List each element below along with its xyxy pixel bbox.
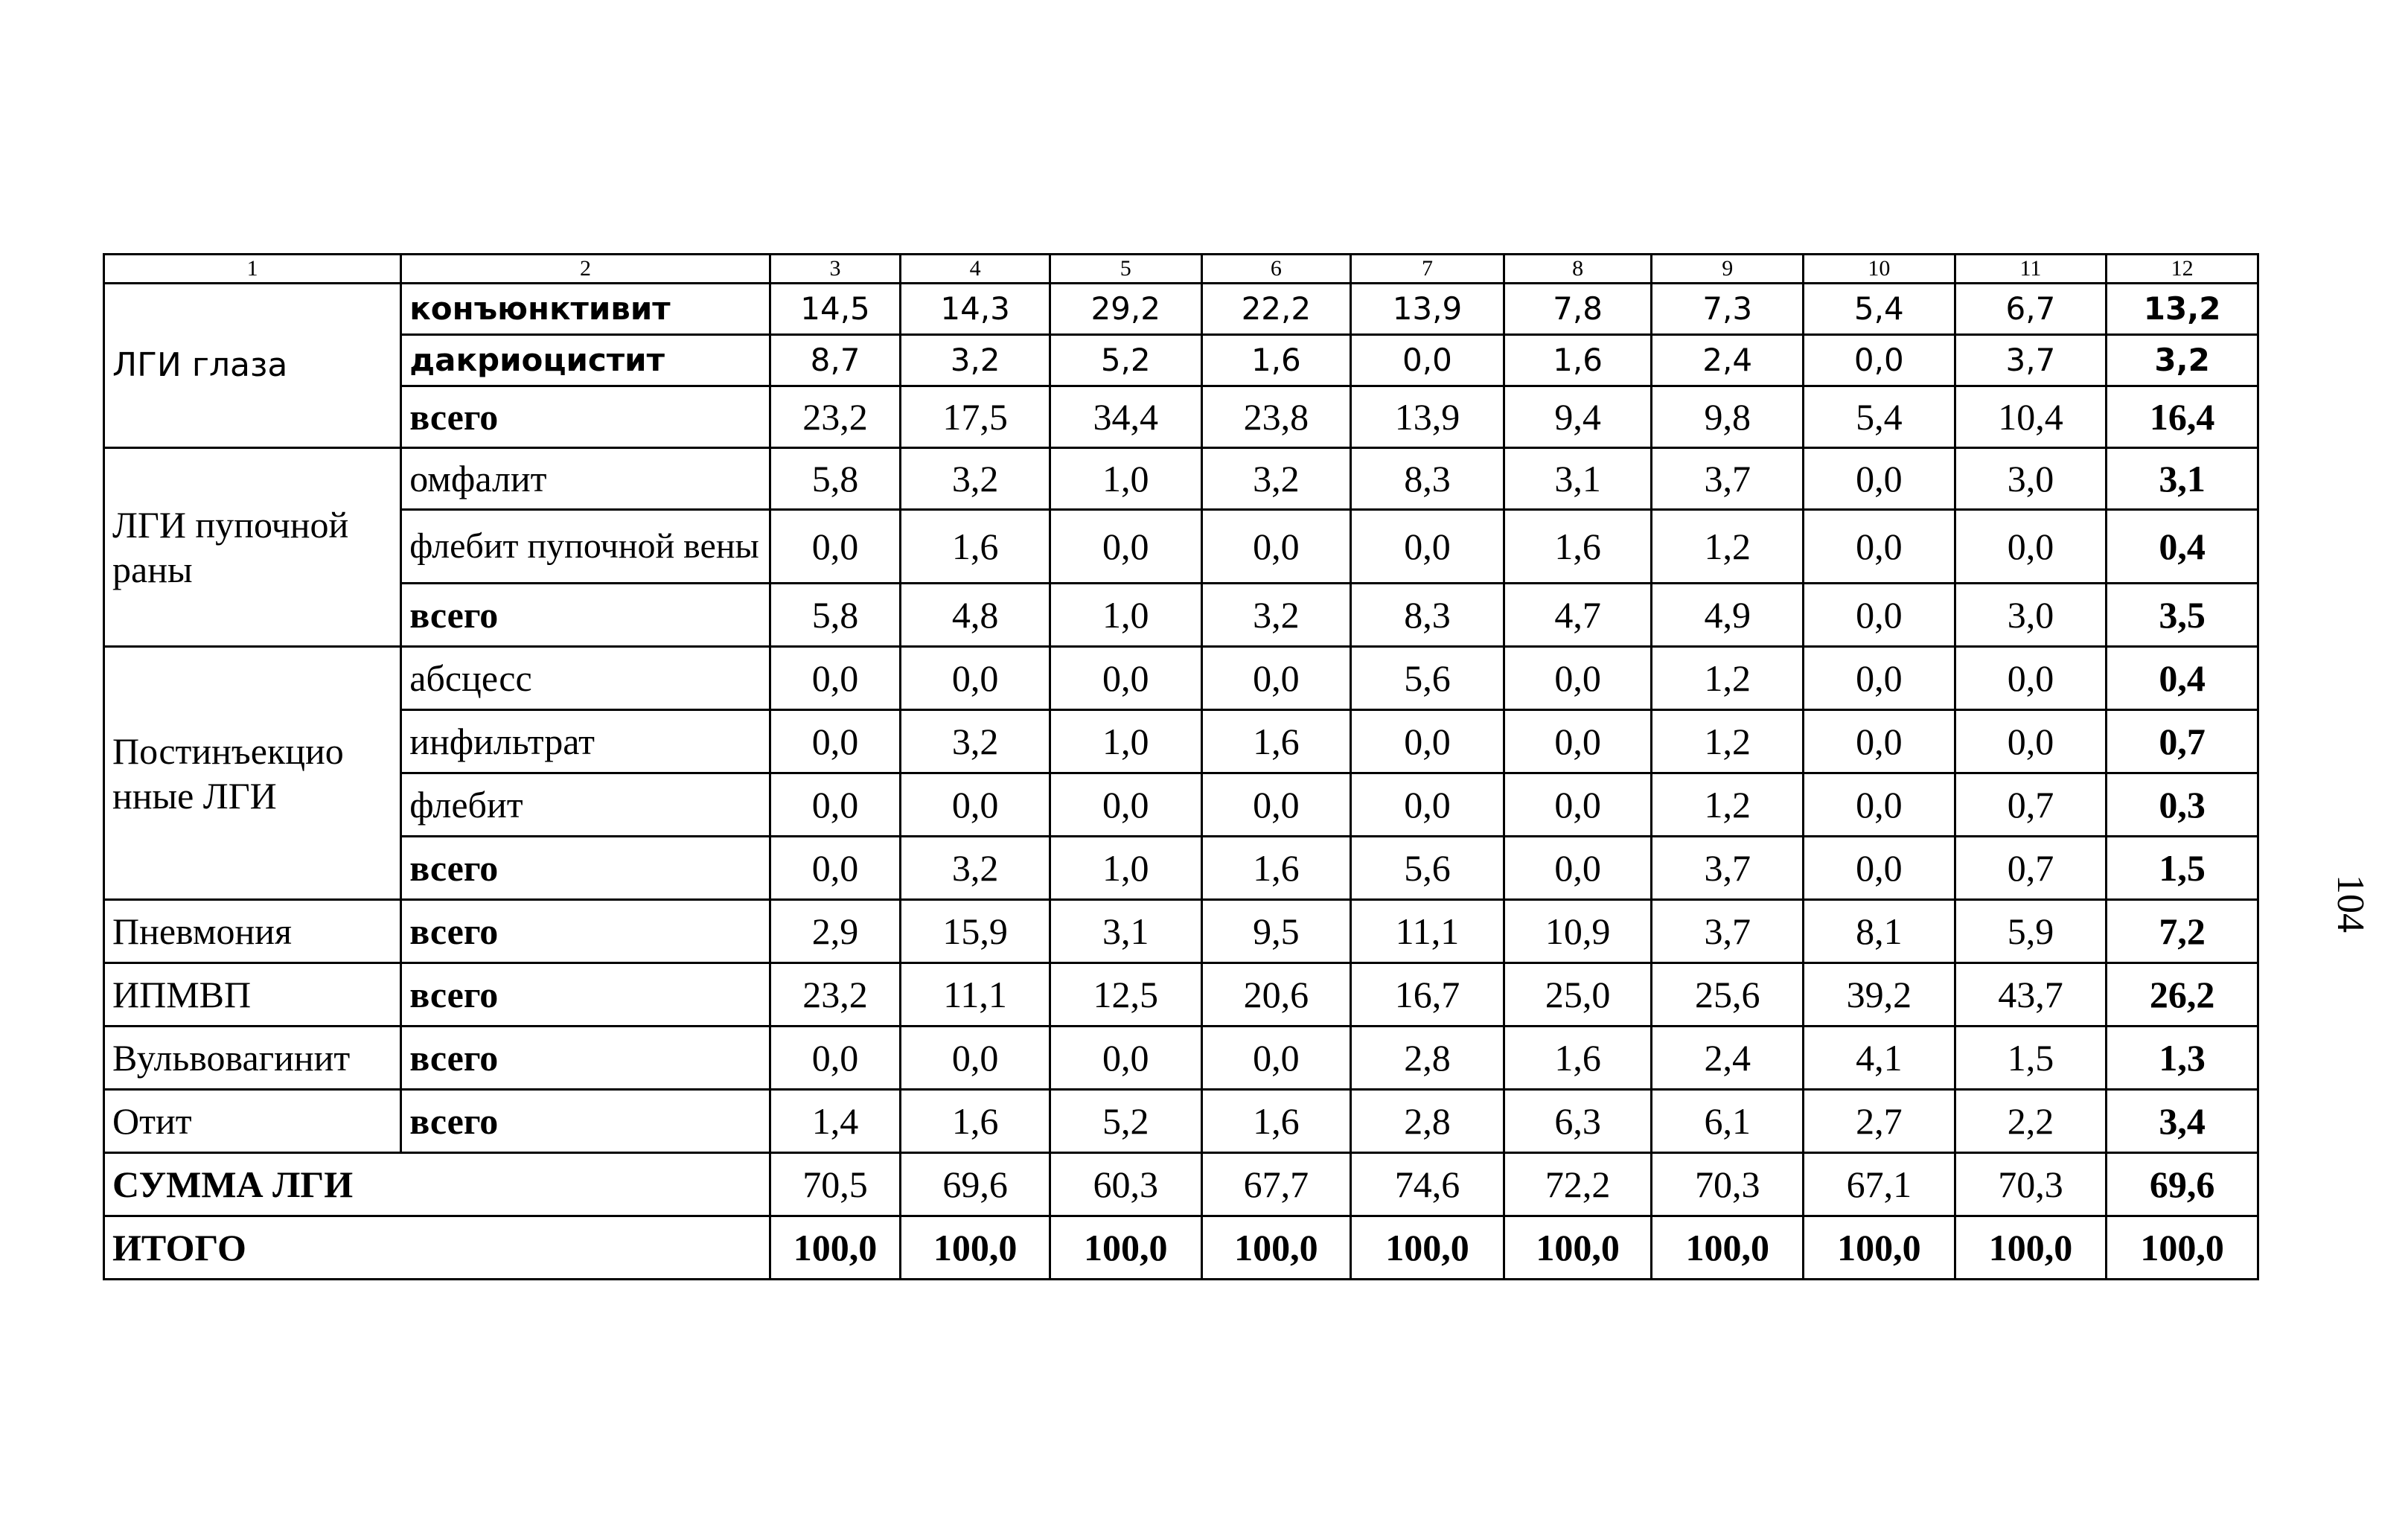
table-cell: 0,0 (1050, 510, 1201, 584)
subcategory-label: инфильтрат (401, 710, 770, 773)
table-cell: 0,0 (1201, 773, 1351, 837)
table-cell: 60,3 (1050, 1153, 1201, 1216)
table-cell: 9,4 (1504, 386, 1652, 448)
table-cell: 3,7 (1652, 448, 1804, 510)
table-cell-total: 13,2 (2107, 284, 2258, 335)
table-cell: 2,2 (1955, 1090, 2107, 1153)
table-row (104, 900, 2258, 963)
table-cell: 0,0 (1504, 837, 1652, 900)
table-cell: 0,0 (1804, 448, 1955, 510)
group-label-umbilical: ЛГИ пупочной раны (104, 448, 401, 647)
table-cell: 25,0 (1504, 963, 1652, 1027)
table-cell: 0,0 (901, 1027, 1050, 1090)
table-cell: 100,0 (1351, 1216, 1504, 1280)
column-number: 7 (1351, 255, 1504, 284)
table-cell: 72,2 (1504, 1153, 1652, 1216)
table-cell: 100,0 (1652, 1216, 1804, 1280)
table-cell: 1,6 (901, 1090, 1050, 1153)
table-cell: 10,4 (1955, 386, 2107, 448)
table-cell-total: 16,4 (2107, 386, 2258, 448)
table-cell: 0,0 (770, 837, 901, 900)
table-cell: 3,1 (1050, 900, 1201, 963)
table-cell: 0,0 (1804, 710, 1955, 773)
column-number: 3 (770, 255, 901, 284)
table-cell: 1,6 (1504, 510, 1652, 584)
table-cell: 3,7 (1652, 900, 1804, 963)
table-row-sum (104, 1153, 2258, 1216)
table-cell: 4,8 (901, 584, 1050, 647)
table-cell: 14,3 (901, 284, 1050, 335)
table-cell: 0,0 (770, 1027, 901, 1090)
table-cell: 3,1 (1504, 448, 1652, 510)
column-number: 6 (1201, 255, 1351, 284)
table-cell: 67,1 (1804, 1153, 1955, 1216)
table-cell: 0,0 (1804, 837, 1955, 900)
header-row (104, 255, 2258, 284)
subcategory-label: всего (401, 584, 770, 647)
table-cell: 0,0 (1504, 773, 1652, 837)
table-cell: 0,7 (1955, 773, 2107, 837)
table-cell: 0,0 (1804, 510, 1955, 584)
table-cell: 1,6 (1201, 1090, 1351, 1153)
table-cell: 0,0 (1804, 584, 1955, 647)
table-cell: 70,3 (1652, 1153, 1804, 1216)
table-cell: 1,4 (770, 1090, 901, 1153)
table-cell: 23,2 (770, 386, 901, 448)
table-cell: 10,9 (1504, 900, 1652, 963)
table-cell: 5,8 (770, 448, 901, 510)
table-cell-total: 100,0 (2107, 1216, 2258, 1280)
group-label-postinjection: Постинъекцио нные ЛГИ (104, 647, 401, 900)
column-number: 10 (1804, 255, 1955, 284)
table-cell: 70,3 (1955, 1153, 2107, 1216)
table-cell: 25,6 (1652, 963, 1804, 1027)
table-cell: 0,0 (901, 773, 1050, 837)
column-number: 1 (104, 255, 401, 284)
table-cell: 8,1 (1804, 900, 1955, 963)
table-cell-total: 0,3 (2107, 773, 2258, 837)
table-cell: 17,5 (901, 386, 1050, 448)
table-cell: 0,0 (1050, 773, 1201, 837)
table-cell: 0,0 (1804, 647, 1955, 710)
table-cell-total: 0,4 (2107, 647, 2258, 710)
table-cell: 0,0 (1351, 510, 1504, 584)
table-cell: 5,8 (770, 584, 901, 647)
subcategory-label: всего (401, 900, 770, 963)
table-cell: 0,0 (1201, 510, 1351, 584)
table-cell-total: 0,4 (2107, 510, 2258, 584)
subcategory-label: дакриоцистит (401, 335, 770, 386)
table-cell: 20,6 (1201, 963, 1351, 1027)
table-cell: 2,8 (1351, 1090, 1504, 1153)
table-cell: 3,2 (1201, 448, 1351, 510)
table-cell: 5,4 (1804, 284, 1955, 335)
table-cell: 16,7 (1351, 963, 1504, 1027)
table-cell: 0,0 (1351, 335, 1504, 386)
column-number: 2 (401, 255, 770, 284)
page-number: 104 (2329, 875, 2372, 933)
table-cell: 1,0 (1050, 448, 1201, 510)
table-cell: 39,2 (1804, 963, 1955, 1027)
table-cell: 29,2 (1050, 284, 1201, 335)
table-row (104, 1027, 2258, 1090)
table-cell: 1,5 (1955, 1027, 2107, 1090)
table-row (104, 448, 2258, 510)
table-cell: 74,6 (1351, 1153, 1504, 1216)
table-cell: 6,1 (1652, 1090, 1804, 1153)
table-cell: 1,0 (1050, 584, 1201, 647)
subcategory-label: флебит (401, 773, 770, 837)
table-cell: 0,0 (1351, 773, 1504, 837)
group-label-pneumonia: Пневмония (104, 900, 401, 963)
table-cell: 0,0 (770, 710, 901, 773)
table-cell: 0,7 (1955, 837, 2107, 900)
table-row (104, 284, 2258, 335)
table-cell: 6,3 (1504, 1090, 1652, 1153)
table-cell: 5,6 (1351, 837, 1504, 900)
data-table (103, 253, 2259, 1280)
table-cell: 0,0 (1955, 647, 2107, 710)
table-cell: 1,6 (1201, 710, 1351, 773)
table-row (104, 773, 2258, 837)
table-cell-total: 3,4 (2107, 1090, 2258, 1153)
subcategory-label: всего (401, 386, 770, 448)
column-number: 8 (1504, 255, 1652, 284)
table-cell-total: 69,6 (2107, 1153, 2258, 1216)
table-cell: 23,8 (1201, 386, 1351, 448)
table-cell: 100,0 (770, 1216, 901, 1280)
table-cell: 1,6 (1504, 1027, 1652, 1090)
table-cell: 3,2 (901, 335, 1050, 386)
subcategory-label: всего (401, 1027, 770, 1090)
table-cell: 3,7 (1652, 837, 1804, 900)
table-cell-total: 26,2 (2107, 963, 2258, 1027)
table-cell: 0,0 (770, 773, 901, 837)
table-cell-total: 1,5 (2107, 837, 2258, 900)
table-cell: 1,6 (1504, 335, 1652, 386)
table-cell: 1,6 (901, 510, 1050, 584)
table-cell: 3,2 (901, 448, 1050, 510)
group-label-otitis: Отит (104, 1090, 401, 1153)
table-cell: 100,0 (901, 1216, 1050, 1280)
table-cell: 5,9 (1955, 900, 2107, 963)
table-row (104, 647, 2258, 710)
table-cell: 0,0 (901, 647, 1050, 710)
table-cell: 4,9 (1652, 584, 1804, 647)
table-cell: 0,0 (1201, 647, 1351, 710)
table-cell: 3,2 (901, 837, 1050, 900)
table-cell: 5,2 (1050, 335, 1201, 386)
table-cell: 100,0 (1955, 1216, 2107, 1280)
table-row-total (104, 1216, 2258, 1280)
table-cell: 4,1 (1804, 1027, 1955, 1090)
group-label-eye: ЛГИ глаза (104, 284, 401, 448)
table-cell: 0,0 (1955, 710, 2107, 773)
table-cell: 3,0 (1955, 584, 2107, 647)
table-cell: 0,0 (1201, 1027, 1351, 1090)
table-cell: 0,0 (1050, 647, 1201, 710)
column-number: 11 (1955, 255, 2107, 284)
table-cell: 1,2 (1652, 510, 1804, 584)
table-cell: 15,9 (901, 900, 1050, 963)
table-cell: 1,6 (1201, 837, 1351, 900)
column-number: 9 (1652, 255, 1804, 284)
table-cell-total: 0,7 (2107, 710, 2258, 773)
table-cell: 9,5 (1201, 900, 1351, 963)
table-cell: 0,0 (1955, 510, 2107, 584)
subcategory-label: абсцесс (401, 647, 770, 710)
sum-label: СУММА ЛГИ (104, 1153, 770, 1216)
subcategory-label: всего (401, 963, 770, 1027)
column-number: 12 (2107, 255, 2258, 284)
table-cell: 100,0 (1504, 1216, 1652, 1280)
table-cell: 2,9 (770, 900, 901, 963)
table-row (104, 963, 2258, 1027)
table-cell: 13,9 (1351, 284, 1504, 335)
table-cell: 5,2 (1050, 1090, 1201, 1153)
table-cell: 8,7 (770, 335, 901, 386)
subcategory-label: флебит пупочной вены (401, 510, 770, 584)
table-cell-total: 1,3 (2107, 1027, 2258, 1090)
table-cell: 23,2 (770, 963, 901, 1027)
table-cell: 4,7 (1504, 584, 1652, 647)
table-cell: 6,7 (1955, 284, 2107, 335)
column-number: 5 (1050, 255, 1201, 284)
subcategory-label: омфалит (401, 448, 770, 510)
table-cell: 8,3 (1351, 584, 1504, 647)
table-cell: 2,4 (1652, 335, 1804, 386)
table-cell: 1,2 (1652, 647, 1804, 710)
total-label: ИТОГО (104, 1216, 770, 1280)
table-cell: 22,2 (1201, 284, 1351, 335)
table-cell: 11,1 (901, 963, 1050, 1027)
table-row (104, 386, 2258, 448)
table-cell: 3,2 (1201, 584, 1351, 647)
group-label-vulvovaginitis: Вульвовагинит (104, 1027, 401, 1090)
table-cell: 3,0 (1955, 448, 2107, 510)
table-cell: 7,8 (1504, 284, 1652, 335)
table-cell: 2,8 (1351, 1027, 1504, 1090)
table-cell: 0,0 (770, 510, 901, 584)
subcategory-label: конъюнктивит (401, 284, 770, 335)
table-cell: 1,6 (1201, 335, 1351, 386)
table-cell: 14,5 (770, 284, 901, 335)
table-cell: 67,7 (1201, 1153, 1351, 1216)
table-cell: 0,0 (1050, 1027, 1201, 1090)
table-cell: 34,4 (1050, 386, 1201, 448)
table-cell: 2,7 (1804, 1090, 1955, 1153)
table-cell-total: 7,2 (2107, 900, 2258, 963)
table-cell: 5,6 (1351, 647, 1504, 710)
table-cell: 8,3 (1351, 448, 1504, 510)
table-cell: 43,7 (1955, 963, 2107, 1027)
table-cell: 11,1 (1351, 900, 1504, 963)
table-cell-total: 3,2 (2107, 335, 2258, 386)
table-cell: 3,7 (1955, 335, 2107, 386)
subcategory-label: всего (401, 1090, 770, 1153)
table-cell: 100,0 (1201, 1216, 1351, 1280)
table-row (104, 837, 2258, 900)
table-row (104, 710, 2258, 773)
table-cell: 69,6 (901, 1153, 1050, 1216)
table-cell: 0,0 (1804, 773, 1955, 837)
table-cell-total: 3,1 (2107, 448, 2258, 510)
table-row (104, 1090, 2258, 1153)
table-cell: 0,0 (770, 647, 901, 710)
table-cell: 12,5 (1050, 963, 1201, 1027)
subcategory-label: всего (401, 837, 770, 900)
table-cell: 3,2 (901, 710, 1050, 773)
table-cell: 5,4 (1804, 386, 1955, 448)
table-cell: 0,0 (1504, 710, 1652, 773)
group-label-ipmvp: ИПМВП (104, 963, 401, 1027)
table-cell: 100,0 (1050, 1216, 1201, 1280)
table-cell: 13,9 (1351, 386, 1504, 448)
table-cell: 1,0 (1050, 710, 1201, 773)
table-cell-total: 3,5 (2107, 584, 2258, 647)
table-cell: 1,2 (1652, 773, 1804, 837)
table-cell: 9,8 (1652, 386, 1804, 448)
table-cell: 0,0 (1804, 335, 1955, 386)
column-number: 4 (901, 255, 1050, 284)
table-cell: 1,0 (1050, 837, 1201, 900)
table-cell: 0,0 (1351, 710, 1504, 773)
table-cell: 7,3 (1652, 284, 1804, 335)
table-row (104, 510, 2258, 584)
table-row (104, 584, 2258, 647)
table-row (104, 335, 2258, 386)
table-cell: 2,4 (1652, 1027, 1804, 1090)
table-cell: 100,0 (1804, 1216, 1955, 1280)
table-cell: 1,2 (1652, 710, 1804, 773)
table-cell: 70,5 (770, 1153, 901, 1216)
table-cell: 0,0 (1504, 647, 1652, 710)
